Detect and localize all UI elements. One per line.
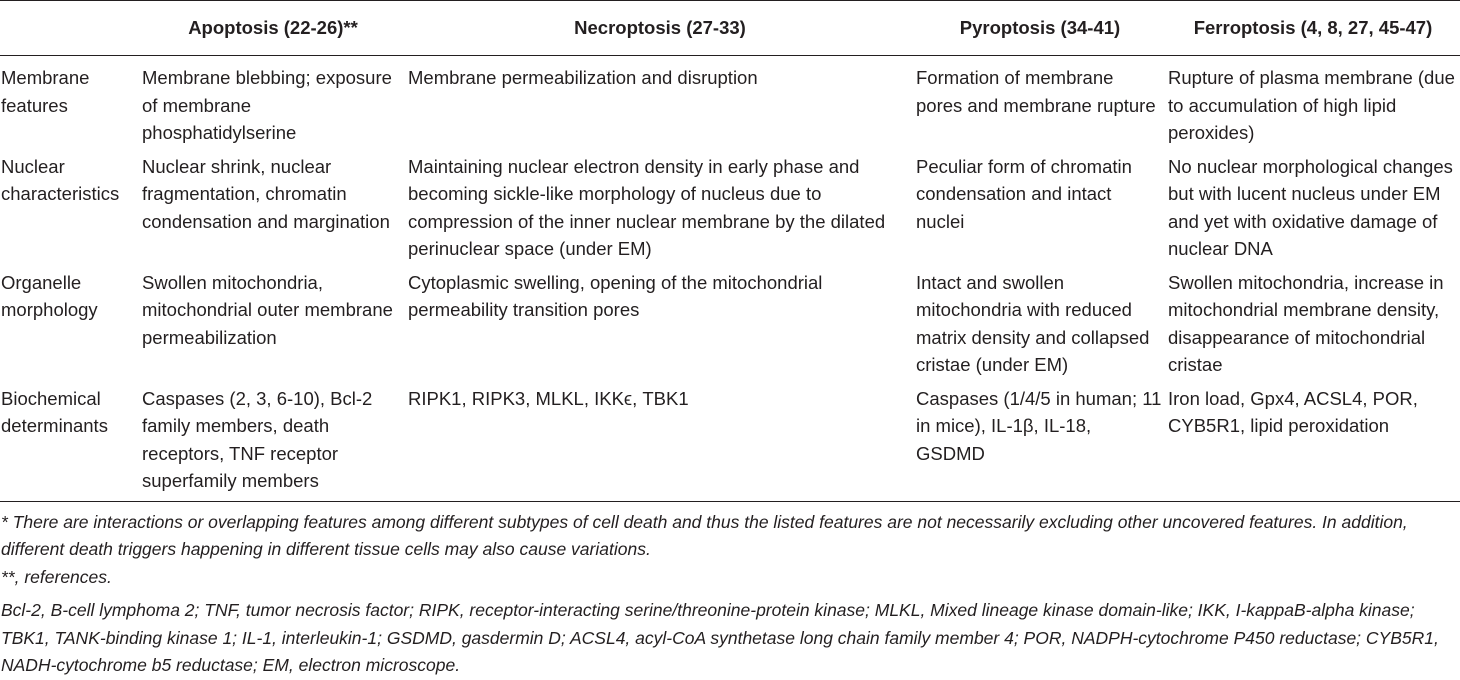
header-ferroptosis: Ferroptosis (4, 8, 27, 45-47) — [1166, 1, 1460, 56]
header-apoptosis: Apoptosis (22-26)** — [140, 1, 406, 56]
row-label: Organelle morphology — [1, 271, 98, 320]
table-cell: Rupture of plasma membrane (due to accumulation of high lipid peroxides) — [1168, 67, 1455, 143]
table-cell: Nuclear shrink, nuclear fragmentation, chromatin condensation and margination — [142, 155, 390, 232]
table-cell: Caspases (1/4/5 in human; 11 in mice), IL-1β, IL-18, GSDMD — [914, 379, 1166, 502]
table-cell: Swollen mitochondria, increase in mitochondrial membrane density, disappearance of mitochondrial cristae — [1168, 271, 1444, 375]
table-cell: Intact and swollen mitochondria with reduced matrix density and collapsed cristae (under EM) — [916, 271, 1150, 375]
table-row — [0, 379, 1460, 502]
table-cell: Cytoplasmic swelling, opening of the mitochondrial permeability transition pores — [408, 271, 823, 320]
table-cell: Membrane permeabilization and disruption — [408, 67, 758, 88]
footnote-star: * There are interactions or overlapping features among different subtypes of cell death and thus the listed features are not necessarily excluding other uncovered features. In addition, different death triggers happening in different tissue cells may also cause variations. — [1, 511, 1408, 559]
header-pyroptosis: Pyroptosis (34-41) — [914, 1, 1166, 56]
table-footnotes — [0, 502, 1459, 680]
table-cell: Swollen mitochondria, mitochondrial outer membrane permeabilization — [142, 271, 393, 348]
table-row — [0, 147, 1460, 263]
table-row — [0, 56, 1460, 147]
table-cell: RIPK1, RIPK3, MLKL, IKKϵ, TBK1 — [406, 379, 914, 502]
table-cell: Iron load, Gpx4, ACSL4, POR, CYB5R1, lipid peroxidation — [1166, 379, 1460, 502]
row-label: Biochemical determinants — [0, 379, 140, 502]
table-cell: Formation of membrane pores and membrane rupture — [916, 67, 1156, 116]
table-row — [0, 263, 1460, 379]
table-cell: Caspases (2, 3, 6-10), Bcl-2 family members, death receptors, TNF receptor superfamily members — [140, 379, 406, 502]
table-cell: Peculiar form of chromatin condensation and intact nuclei — [916, 155, 1132, 232]
header-necroptosis: Necroptosis (27-33) — [406, 1, 914, 56]
header-empty — [0, 1, 140, 56]
table-cell: Maintaining nuclear electron density in early phase and becoming sickle-like morphology of nucleus due to compression of the inner nuclear membrane by the dilated perinuclear space (under EM) — [408, 155, 886, 259]
abbreviations-note: Bcl-2, B-cell lymphoma 2; TNF, tumor necrosis factor; RIPK, receptor-interacting serine/threonine-protein kinase; MLKL, Mixed lineage kinase domain-like; IKK, I-kappaB-alpha kinase; TBK1, TANK-binding kinase 1; IL-1, interleukin-1; GSDMD, gasdermin D; ACSL4, acyl-CoA synthetase long chain family member 4; POR, NADPH-cytochrome P450 reductase; CYB5R1, NADH-cytochrome b5 reductase; EM, electron microscope. — [1, 600, 1439, 675]
footnote-double-star: **, references. — [1, 566, 112, 587]
row-label: Nuclear characteristics — [1, 155, 120, 204]
table-cell: Membrane blebbing; exposure of membrane phosphatidylserine — [142, 67, 392, 143]
header-row — [0, 1, 1460, 56]
row-label: Membrane features — [1, 67, 90, 116]
table-cell: No nuclear morphological changes but with lucent nucleus under EM and yet with oxidative damage of nuclear DNA — [1168, 155, 1453, 259]
